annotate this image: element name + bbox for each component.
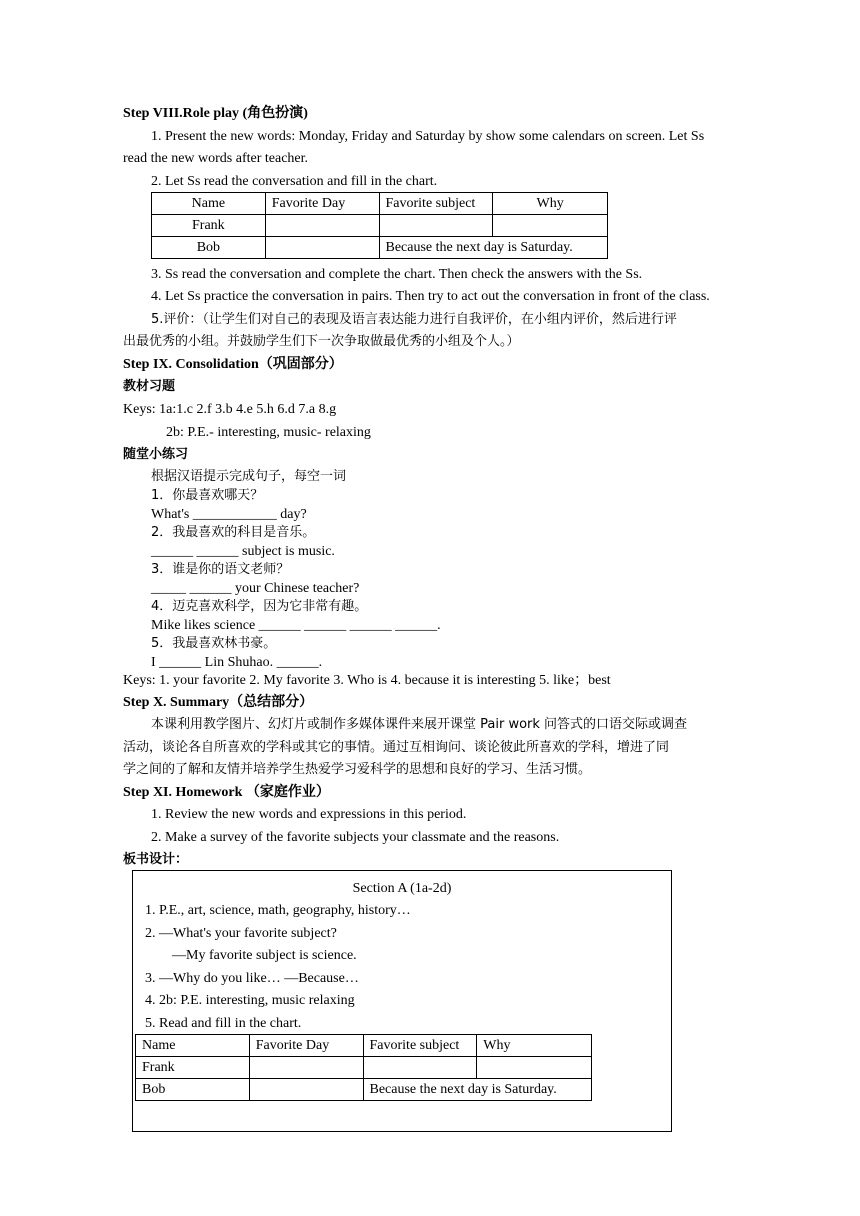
practice-heading: 随堂小练习	[123, 447, 189, 462]
chart-header: Name	[152, 193, 266, 215]
question-en: _____ ______ your Chinese teacher?	[151, 581, 360, 596]
keys-1a: Keys: 1a:1.c 2.f 3.b 4.e 5.h 6.d 7.a 8.g	[123, 402, 337, 417]
question-en: I ______ Lin Shuhao. ______.	[151, 655, 323, 670]
question-en: What's ____________ day?	[151, 507, 307, 522]
step8-p5a: 5.评价：（让学生们对自己的表现及语言表达能力进行自我评价，在小组内评价，然后进行评	[151, 312, 677, 327]
step8-p4: 4. Let Ss practice the conversation in pairs. Then try to act out the conversation in front of the class.	[151, 289, 710, 304]
step8-p5b: 出最优秀的小组。并鼓励学生们下一次争取做最优秀的小组及个人。）	[123, 334, 520, 349]
chart-cell: Because the next day is Saturday.	[379, 237, 608, 259]
step8-p1a: 1. Present the new words: Monday, Friday and Saturday by show some calendars on screen. Let Ss	[151, 129, 705, 144]
step8-p3: 3. Ss read the conversation and complete the chart. Then check the answers with the Ss.	[151, 267, 643, 282]
chart-header: Why	[477, 1035, 592, 1057]
board-title: Section A (1a-2d)	[352, 881, 452, 896]
step11-title: Step XI. Homework （家庭作业）	[123, 785, 330, 800]
chart-header: Why	[493, 193, 608, 215]
chart-cell: Bob	[152, 237, 266, 259]
chart-cell	[493, 215, 608, 237]
step8-p2: 2. Let Ss read the conversation and fill in the chart.	[151, 174, 438, 189]
step9-title: Step IX. Consolidation（巩固部分）	[123, 357, 343, 372]
step8-p1b: read the new words after teacher.	[123, 151, 309, 166]
chart-header: Favorite Day	[249, 1035, 363, 1057]
chart-header-row	[136, 1035, 592, 1057]
question-cn: 3．谁是你的语文老师？	[151, 562, 290, 577]
summary-line: 学之间的了解和友情并培养学生热爱学习爱科学的思想和良好的学习、生活习惯。	[123, 762, 592, 777]
board-line-6: 5. Read and fill in the chart.	[145, 1016, 302, 1031]
question-cn: 2．我最喜欢的科目是音乐。	[151, 525, 316, 540]
homework-2: 2. Make a survey of the favorite subjects your classmate and the reasons.	[151, 830, 560, 845]
chart-cell: Bob	[136, 1079, 250, 1101]
answer-keys: Keys: 1. your favorite 2. My favorite 3. Who is 4. because it is interesting 5. like；best	[123, 673, 611, 688]
chart-cell	[379, 215, 493, 237]
chart-header: Favorite subject	[363, 1035, 477, 1057]
step8-chart	[151, 192, 608, 259]
homework-1: 1. Review the new words and expressions in this period.	[151, 807, 467, 822]
chart-header: Favorite subject	[379, 193, 493, 215]
step8-title: Step VIII.Role play (角色扮演)	[123, 106, 308, 121]
chart-row	[152, 237, 608, 259]
board-line-4: 3. —Why do you like… —Because…	[145, 971, 359, 986]
chart-row	[136, 1057, 592, 1079]
question-en: ______ ______ subject is music.	[151, 544, 335, 559]
chart-cell	[363, 1057, 477, 1079]
question-cn: 5．我最喜欢林书豪。	[151, 636, 277, 651]
board-line-3: —My favorite subject is science.	[172, 948, 357, 963]
textbook-heading: 教材习题	[123, 379, 176, 394]
chart-cell	[265, 215, 379, 237]
board-label: 板书设计：	[123, 852, 189, 867]
chart-cell	[477, 1057, 592, 1079]
question-cn: 4．迈克喜欢科学，因为它非常有趣。	[151, 599, 368, 614]
summary-line: 活动，谈论各自所喜欢的学科或其它的事情。通过互相询问、谈论彼此所喜欢的学科，增进了同	[123, 740, 670, 755]
chart-cell	[265, 237, 379, 259]
question-en: Mike likes science ______ ______ ______ ______.	[151, 618, 441, 633]
board-line-2: 2. —What's your favorite subject?	[145, 926, 337, 941]
chart-header-row	[152, 193, 608, 215]
chart-cell	[249, 1079, 363, 1101]
chart-cell: Frank	[152, 215, 266, 237]
chart-cell: Frank	[136, 1057, 250, 1079]
step10-title: Step X. Summary（总结部分）	[123, 695, 314, 710]
summary-line: 本课利用教学图片、幻灯片或制作多媒体课件来展开课堂 Pair work 问答式的口语交际或调查	[151, 717, 688, 732]
board-chart	[135, 1034, 592, 1101]
question-cn: 1．你最喜欢哪天？	[151, 488, 264, 503]
chart-row	[136, 1079, 592, 1101]
keys-2b: 2b: P.E.- interesting, music- relaxing	[166, 425, 371, 440]
board-line-5: 4. 2b: P.E. interesting, music relaxing	[145, 993, 355, 1008]
board-line-1: 1. P.E., art, science, math, geography, history…	[145, 903, 411, 918]
chart-cell: Because the next day is Saturday.	[363, 1079, 592, 1101]
chart-header: Favorite Day	[265, 193, 379, 215]
chart-cell	[249, 1057, 363, 1079]
chart-row	[152, 215, 608, 237]
chart-header: Name	[136, 1035, 250, 1057]
practice-instruction: 根据汉语提示完成句子，每空一词	[151, 469, 347, 484]
